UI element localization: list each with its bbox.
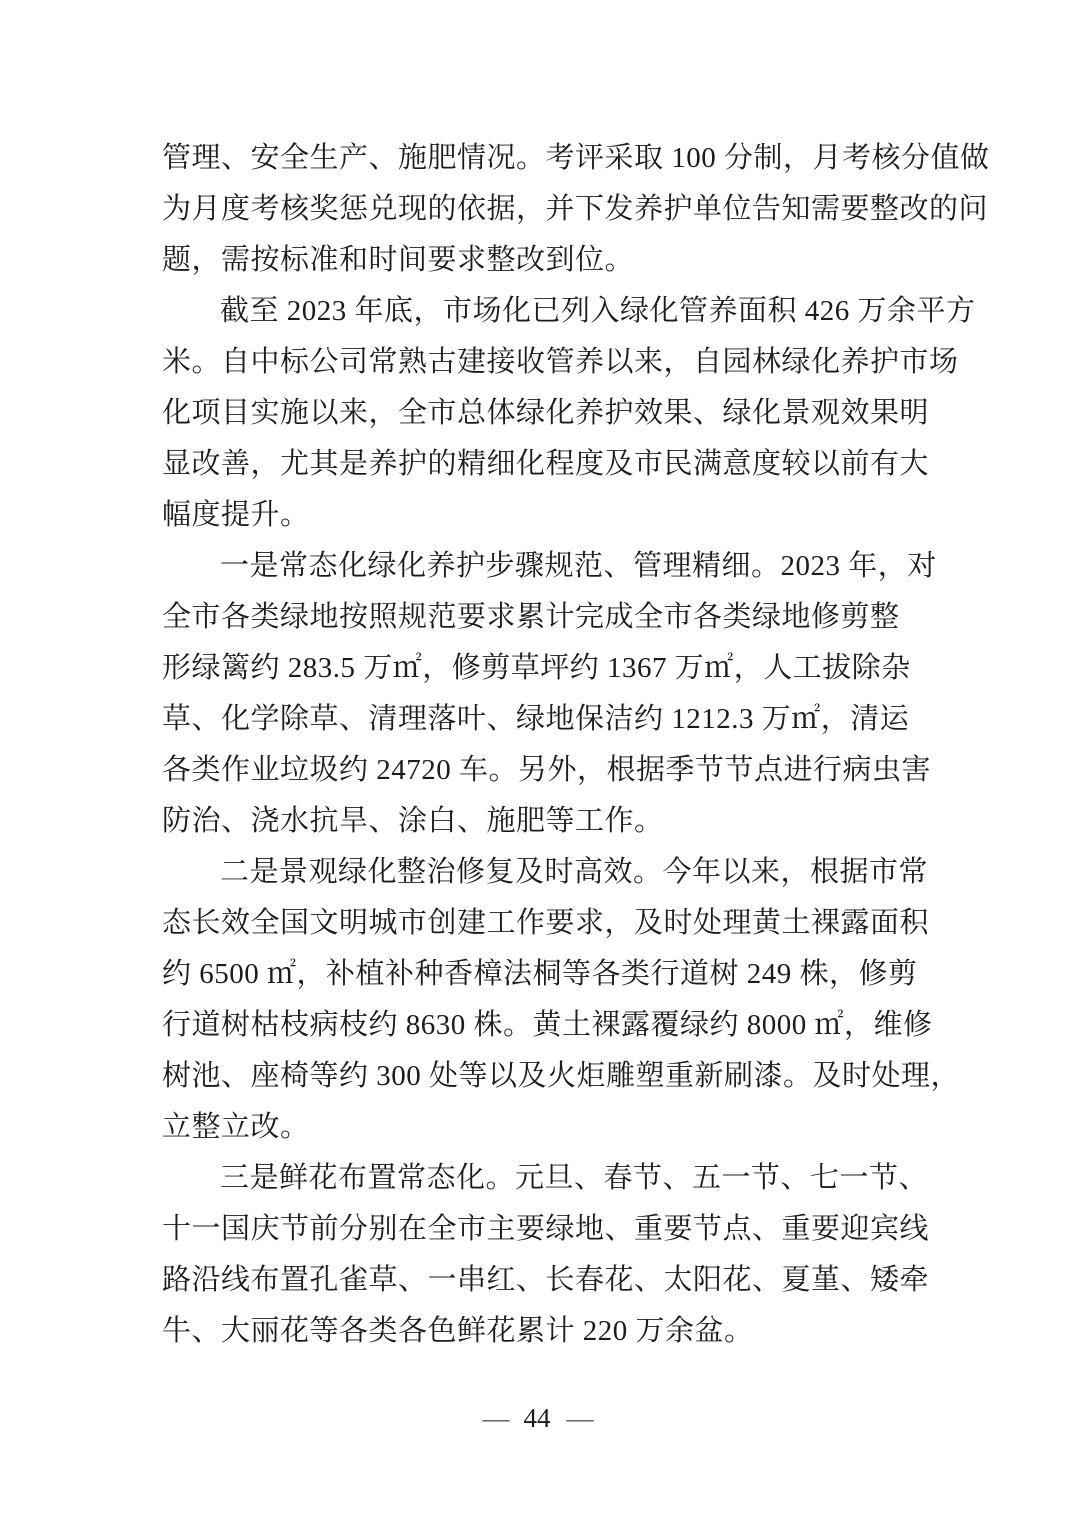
text-line: 米。自中标公司常熟古建接收管养以来，自园林绿化养护市场 bbox=[162, 346, 959, 378]
page-footer bbox=[0, 1398, 1074, 1438]
text-line: 化项目实施以来，全市总体绿化养护效果、绿化景观效果明 bbox=[162, 397, 930, 429]
text-line: 全市各类绿地按照规范要求累计完成全市各类绿地修剪整 bbox=[162, 601, 900, 633]
text-line: 三是鲜花布置常态化。元旦、春节、五一节、七一节、 bbox=[220, 1162, 929, 1194]
text-line: 草、化学除草、清理落叶、绿地保洁约 1212.3 万㎡，清运 bbox=[162, 703, 910, 735]
text-line: 立整立改。 bbox=[162, 1111, 310, 1143]
footer-dash-left: — bbox=[482, 1403, 508, 1433]
text-line: 截至 2023 年底，市场化已列入绿化管养面积 426 万余平方 bbox=[220, 295, 976, 327]
text-line: 路沿线布置孔雀草、一串红、长春花、太阳花、夏堇、矮牵 bbox=[162, 1264, 930, 1296]
paragraph bbox=[162, 541, 937, 847]
page-number: 44 bbox=[523, 1403, 551, 1433]
text-line: 十一国庆节前分别在全市主要绿地、重要节点、重要迎宾线 bbox=[162, 1213, 930, 1245]
text-line: 形绿篱约 283.5 万㎡，修剪草坪约 1367 万㎡，人工拔除杂 bbox=[162, 652, 911, 684]
text-line: 树池、座椅等约 300 处等以及火炬雕塑重新刷漆。及时处理， bbox=[162, 1060, 961, 1092]
text-line: 题，需按标准和时间要求整改到位。 bbox=[162, 244, 635, 276]
footer-dash-right: — bbox=[566, 1403, 592, 1433]
text-line: 各类作业垃圾约 24720 车。另外，根据季节节点进行病虫害 bbox=[162, 754, 932, 786]
text-line: 牛、大丽花等各类各色鲜花累计 220 万余盆。 bbox=[162, 1315, 754, 1347]
text-line: 管理、安全生产、施肥情况。考评采取 100 分制，月考核分值做 bbox=[162, 142, 990, 174]
text-line: 二是景观绿化整治修复及时高效。今年以来，根据市常 bbox=[220, 856, 929, 888]
text-line: 态长效全国文明城市创建工作要求，及时处理黄土裸露面积 bbox=[162, 907, 930, 939]
text-line: 约 6500 ㎡，补植补种香樟法桐等各类行道树 249 株，修剪 bbox=[162, 958, 918, 990]
document-body bbox=[162, 133, 990, 1357]
text-line: 显改善，尤其是养护的精细化程度及市民满意度较以前有大 bbox=[162, 448, 930, 480]
paragraph bbox=[162, 286, 976, 541]
text-line: 防治、浇水抗旱、涂白、施肥等工作。 bbox=[162, 805, 664, 837]
text-line: 行道树枯枝病枝约 8630 株。黄土裸露覆绿约 8000 ㎡，维修 bbox=[162, 1009, 933, 1041]
paragraph bbox=[162, 847, 961, 1153]
paragraph bbox=[162, 1153, 930, 1357]
paragraph bbox=[162, 133, 990, 286]
text-line: 幅度提升。 bbox=[162, 499, 310, 531]
text-line: 为月度考核奖惩兑现的依据，并下发养护单位告知需要整改的问 bbox=[162, 193, 989, 225]
text-line: 一是常态化绿化养护步骤规范、管理精细。2023 年，对 bbox=[220, 550, 937, 582]
